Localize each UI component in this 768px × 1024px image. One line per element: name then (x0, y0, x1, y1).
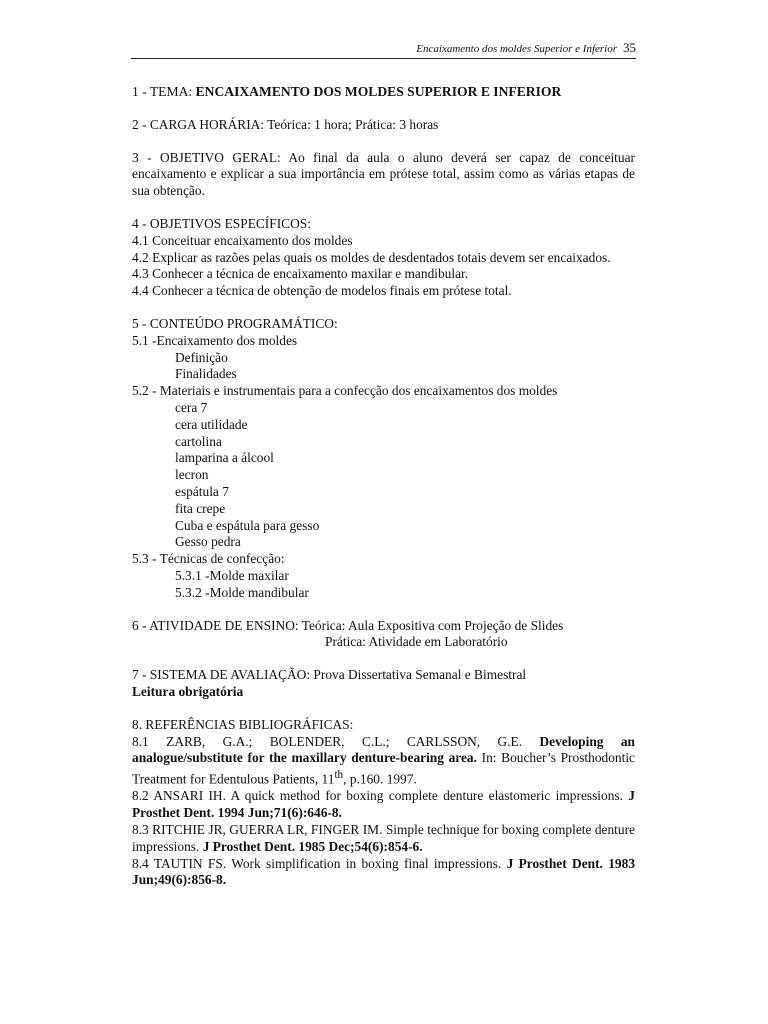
list-item: espátula 7 (175, 483, 229, 499)
objective-item: 4.4 Conhecer a técnica de obtenção de modelos finais em prótese total. (132, 283, 512, 299)
list-item: cera utilidade (175, 416, 248, 432)
list-item: cartolina (175, 433, 222, 449)
running-head-title: Encaixamento dos moldes Superior e Inferior (416, 43, 617, 55)
section-3-objetivo-geral: 3 - OBJETIVO GERAL: Ao final da aula o aluno deverá ser capaz de conceituar encaixamento e explicar a sua importância em prótese total, assim como as várias etapas de sua obtenção. (132, 149, 635, 199)
page-number: 35 (623, 40, 636, 55)
leitura-obrigatoria (132, 684, 635, 701)
ref-text: 8.3 RITCHIE JR, GUERRA LR, FINGER IM. Simple technique for boxing complete denture impressions. (132, 821, 635, 854)
section-6-atividade: 6 - ATIVIDADE DE ENSINO: Teórica: Aula Expositiva com Projeção de Slides (132, 617, 564, 633)
ref-authors: 8.1 ZARB, G.A.; BOLENDER, C.L.; CARLSSON, G.E. (132, 733, 540, 749)
list-item: Finalidades (175, 366, 237, 382)
leitura-obrigatoria-label: Leitura obrigatória (132, 683, 244, 699)
list-item: 5.3.1 -Molde maxilar (175, 567, 289, 583)
subsection-5-2: 5.2 - Materiais e instrumentais para a confecção dos encaixamentos dos moldes (132, 383, 558, 399)
section-4-heading: 4 - OBJETIVOS ESPECÍFICOS: (132, 215, 311, 231)
ref-journal: J Prosthet Dent. 1983 Jun;49(6):856-8. (132, 855, 636, 888)
tema-label: 1 - TEMA: (132, 84, 196, 99)
ref-text: 8.2 ANSARI IH. A quick method for boxing complete denture elastomeric impressions. (132, 788, 629, 804)
list-item: Gesso pedra (175, 534, 241, 550)
list-item: 5.3.2 -Molde mandibular (175, 584, 309, 600)
reference-item (132, 856, 635, 890)
subsection-5-3: 5.3 - Técnicas de confecção: (132, 551, 285, 567)
list-item: cera 7 (175, 399, 208, 415)
ref-sup: th (334, 769, 344, 782)
list-item: fita crepe (175, 500, 226, 516)
objective-item: 4.2 Explicar as razões pelas quais os moldes de desdentados totais devem ser encaixados. (132, 249, 611, 265)
header-rule (131, 58, 636, 59)
section-1-tema (132, 84, 635, 101)
section-5-heading: 5 - CONTEÚDO PROGRAMÁTICO: (132, 315, 338, 331)
ref-journal: J Prosthet Dent. 1994 Jun;71(6):646-8. (132, 788, 635, 821)
list-item: lecron (175, 467, 209, 483)
ref-title: Developing an analogue/substitute for the maxillary denture-bearing area. (132, 733, 636, 766)
section-8-heading: 8. REFERÊNCIAS BIBLIOGRÁFICAS: (132, 716, 354, 732)
reference-item (132, 734, 635, 789)
reference-item (132, 822, 635, 856)
section-2-carga-horaria: 2 - CARGA HORÁRIA: Teórica: 1 hora; Prática: 3 horas (132, 116, 439, 132)
ref-source: In: Boucher’s Prosthodontic Treatment for Edentulous Patients, 11 (132, 750, 635, 787)
subsection-5-1: 5.1 -Encaixamento dos moldes (132, 332, 298, 348)
section-7-avaliacao: 7 - SISTEMA DE AVALIAÇÃO: Prova Dissertativa Semanal e Bimestral (132, 667, 527, 683)
ref-journal: J Prosthet Dent. 1985 Dec;54(6):854-6. (202, 838, 423, 854)
reference-item (132, 788, 635, 822)
tema-title: ENCAIXAMENTO DOS MOLDES SUPERIOR E INFERIOR (195, 84, 562, 99)
list-item: Cuba e espátula para gesso (175, 517, 320, 533)
document-body (132, 84, 635, 889)
running-head (131, 40, 636, 57)
list-item: Definição (175, 349, 228, 365)
ref-source-end: , p.160. 1997. (343, 771, 417, 787)
objective-item: 4.3 Conhecer a técnica de encaixamento maxilar e mandibular. (132, 266, 469, 282)
ref-text: 8.4 TAUTIN FS. Work simplification in boxing final impressions. (132, 855, 507, 871)
list-item: lamparina a álcool (175, 450, 274, 466)
objective-item: 4.1 Conceituar encaixamento dos moldes (132, 232, 353, 248)
section-6-pratica: Prática: Atividade em Laboratório (325, 634, 508, 650)
